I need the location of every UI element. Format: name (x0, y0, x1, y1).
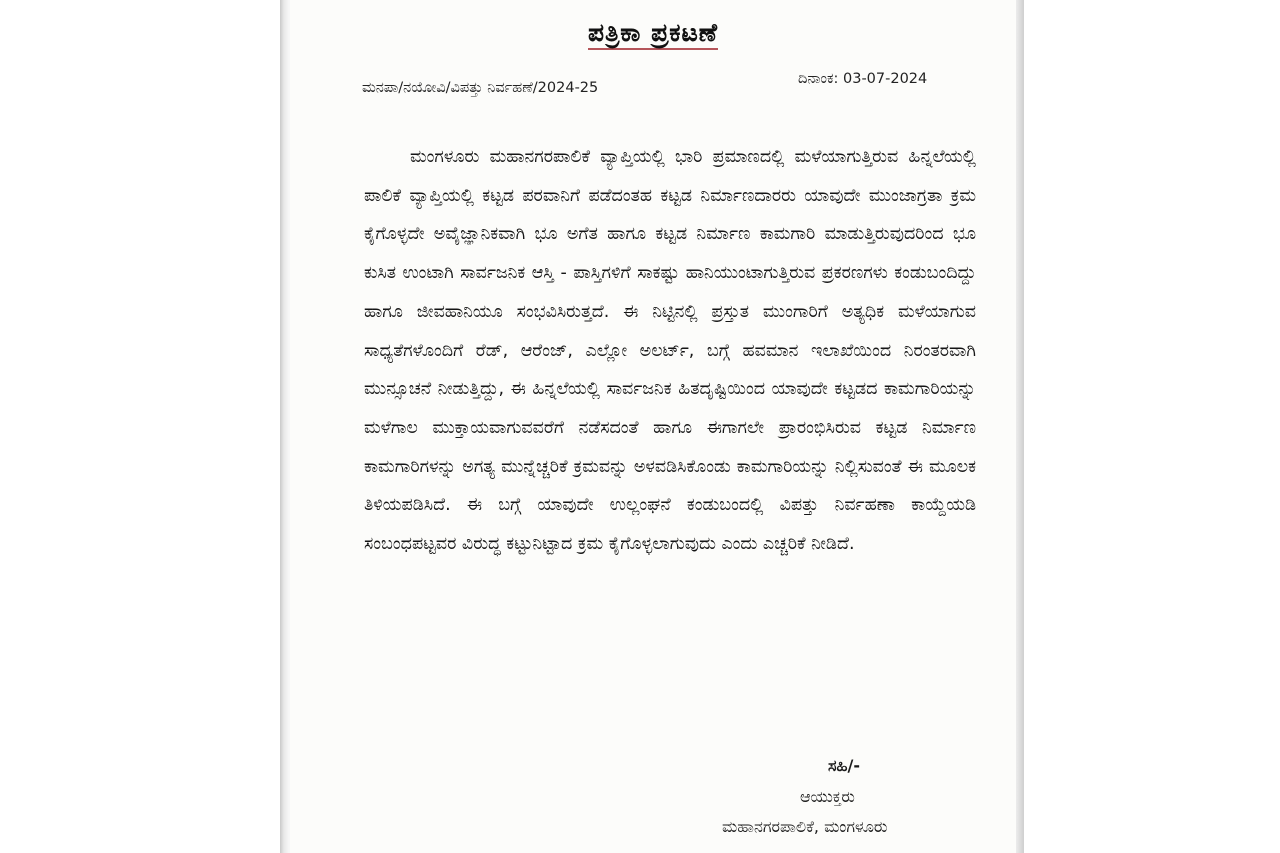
signatory-office: ಮಹಾನಗರಪಾಲಿಕೆ, ಮಂಗಳೂರು (722, 817, 888, 836)
reference-number: ಮನಪಾ/ನಯೋವಿ/ವಿಪತ್ತು ನಿರ್ವಹಣೆ/2024-25 (362, 80, 599, 96)
signatory-designation: ಆಯುಕ್ತರು (800, 787, 855, 806)
title-text: ಪತ್ರಿಕಾ ಪ್ರಕಟಣೆ (588, 18, 718, 50)
press-release-page (290, 0, 1016, 853)
page-title (290, 18, 1016, 48)
signature-mark: ಸಹಿ/- (828, 756, 860, 775)
document-date: ದಿನಾಂಕ: 03-07-2024 (798, 71, 928, 87)
body-paragraph: ಮಂಗಳೂರು ಮಹಾನಗರಪಾಲಿಕೆ ವ್ಯಾಪ್ತಿಯಲ್ಲಿ ಭಾರಿ ಪ್ರಮಾಣದಲ್ಲಿ ಮಳೆಯಾಗುತ್ತಿರುವ ಹಿನ್ನಲೆಯಲ್ಲಿ ಪಾಲಿಕೆ ವ್ಯಾಪ್ತಿಯಲ್ಲಿ ಕಟ್ಟಡ ಪರವಾನಿಗೆ ಪಡೆದಂತಹ ಕಟ್ಟಡ ನಿರ್ಮಾಣದಾರರು ಯಾವುದೇ ಮುಂಜಾಗ್ರತಾ ಕ್ರಮ ಕೈಗೊಳ್ಳದೇ ಅವೈಜ್ಞಾನಿಕವಾಗಿ ಭೂ ಅಗೆತ ಹಾಗೂ ಕಟ್ಟಡ ನಿರ್ಮಾಣ ಕಾಮಗಾರಿ ಮಾಡುತ್ತಿರುವುದರಿಂದ ಭೂ ಕುಸಿತ ಉಂಟಾಗಿ ಸಾರ್ವಜನಿಕ ಆಸ್ತಿ - ಪಾಸ್ತಿಗಳಿಗೆ ಸಾಕಷ್ಟು ಹಾನಿಯುಂಟಾಗುತ್ತಿರುವ ಪ್ರಕರಣಗಳು ಕಂಡುಬಂದಿದ್ದು ಹಾಗೂ ಜೀವಹಾನಿಯೂ ಸಂಭವಿಸಿರುತ್ತದೆ. ಈ ನಿಟ್ಟಿನಲ್ಲಿ ಪ್ರಸ್ತುತ ಮುಂಗಾರಿಗೆ ಅತ್ಯಧಿಕ ಮಳೆಯಾಗುವ ಸಾಧ್ಯತೆಗಳೊಂದಿಗೆ ರೆಡ್, ಆರೆಂಜ್, ಎಲ್ಲೋ ಅಲರ್ಟ್, ಬಗ್ಗೆ ಹವಮಾನ ಇಲಾಖೆಯಿಂದ ನಿರಂತರವಾಗಿ ಮುನ್ಸೂಚನೆ ನೀಡುತ್ತಿದ್ದು, ಈ ಹಿನ್ನಲೆಯಲ್ಲಿ ಸಾರ್ವಜನಿಕ ಹಿತದೃಷ್ಟಿಯಿಂದ ಯಾವುದೇ ಕಟ್ಟಡದ ಕಾಮಗಾರಿಯನ್ನು ಮಳೆಗಾಲ ಮುಕ್ತಾಯವಾಗುವವರೆಗೆ ನಡೆಸದಂತೆ ಹಾಗೂ ಈಗಾಗಲೇ ಪ್ರಾರಂಭಿಸಿರುವ ಕಟ್ಟಡ ನಿರ್ಮಾಣ ಕಾಮಗಾರಿಗಳನ್ನು ಅಗತ್ಯ ಮುನ್ನೆಚ್ಚರಿಕೆ ಕ್ರಮವನ್ನು ಅಳವಡಿಸಿಕೊಂಡು ಕಾಮಗಾರಿಯನ್ನು ನಿಲ್ಲಿಸುವಂತೆ ಈ ಮೂಲಕ ತಿಳಿಯಪಡಿಸಿದೆ. ಈ ಬಗ್ಗೆ ಯಾವುದೇ ಉಲ್ಲಂಘನೆ ಕಂಡುಬಂದಲ್ಲಿ ವಿಪತ್ತು ನಿರ್ವಹಣಾ ಕಾಯ್ದೆಯಡಿ ಸಂಬಂಧಪಟ್ಟವರ ವಿರುದ್ಧ ಕಟ್ಟುನಿಟ್ಟಾದ ಕ್ರಮ ಕೈಗೊಳ್ಳಲಾಗುವುದು ಎಂದು ಎಚ್ಚರಿಕೆ ನೀಡಿದೆ. (364, 147, 976, 555)
